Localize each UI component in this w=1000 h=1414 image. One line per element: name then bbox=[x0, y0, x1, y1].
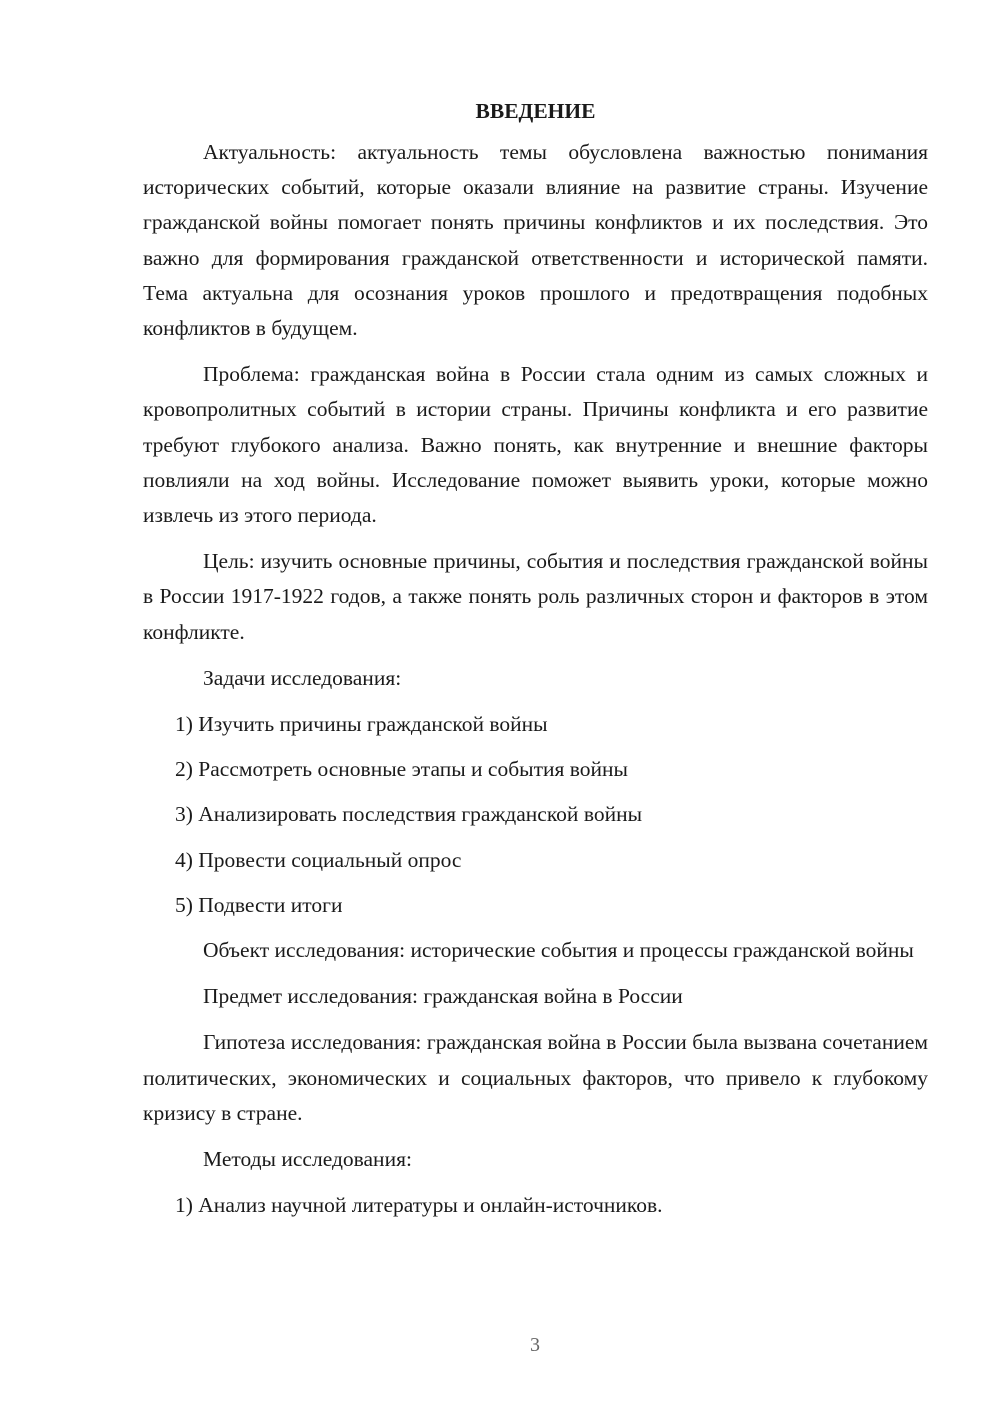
object-paragraph: Объект исследования: исторические события и процессы гражданской войны bbox=[203, 938, 914, 963]
goal-paragraph: Цель: изучить основные причины, события и последствия гражданской войны в России 1917-1922 годов, а также понять роль различных сторон и факторов в этом конфликте. bbox=[143, 549, 928, 644]
hypothesis-paragraph: Гипотеза исследования: гражданская война в России была вызвана сочетанием политических, экономических и социальных факторов, что привело к глубокому кризису в стране. bbox=[143, 1030, 928, 1125]
section-heading: ВВЕДЕНИЕ bbox=[475, 99, 596, 123]
task-item: 1) Изучить причины гражданской войны bbox=[175, 712, 548, 737]
task-item: 5) Подвести итоги bbox=[175, 892, 343, 917]
task-item: 2) Рассмотреть основные этапы и события войны bbox=[175, 757, 628, 782]
methods-heading: Методы исследования: bbox=[203, 1147, 412, 1172]
task-item: 4) Провести социальный опрос bbox=[175, 847, 462, 872]
relevance-paragraph: Актуальность: актуальность темы обусловлена важностью понимания исторических событий, которые оказали влияние на развитие страны. Изучение гражданской войны помогает понять причины конфликтов и их последствия. Это важно для формирования гражданской ответственности и исторической памяти. Тема актуальна для осознания уроков прошлого и предотвращения подобных конфликтов в будущем. bbox=[143, 140, 928, 341]
page-number: 3 bbox=[530, 1334, 540, 1356]
tasks-heading: Задачи исследования: bbox=[203, 665, 402, 690]
document-page bbox=[143, 96, 928, 1233]
method-item: 1) Анализ научной литературы и онлайн-источников. bbox=[175, 1193, 663, 1218]
task-item: 3) Анализировать последствия гражданской войны bbox=[175, 802, 643, 827]
problem-paragraph: Проблема: гражданская война в России стала одним из самых сложных и кровопролитных событий в истории страны. Причины конфликта и его развитие требуют глубокого анализа. Важно понять, как внутренние и внешние факторы повлияли на ход войны. Исследование поможет выявить уроки, которые можно извлечь из этого периода. bbox=[143, 362, 928, 528]
subject-paragraph: Предмет исследования: гражданская война в России bbox=[203, 984, 683, 1009]
